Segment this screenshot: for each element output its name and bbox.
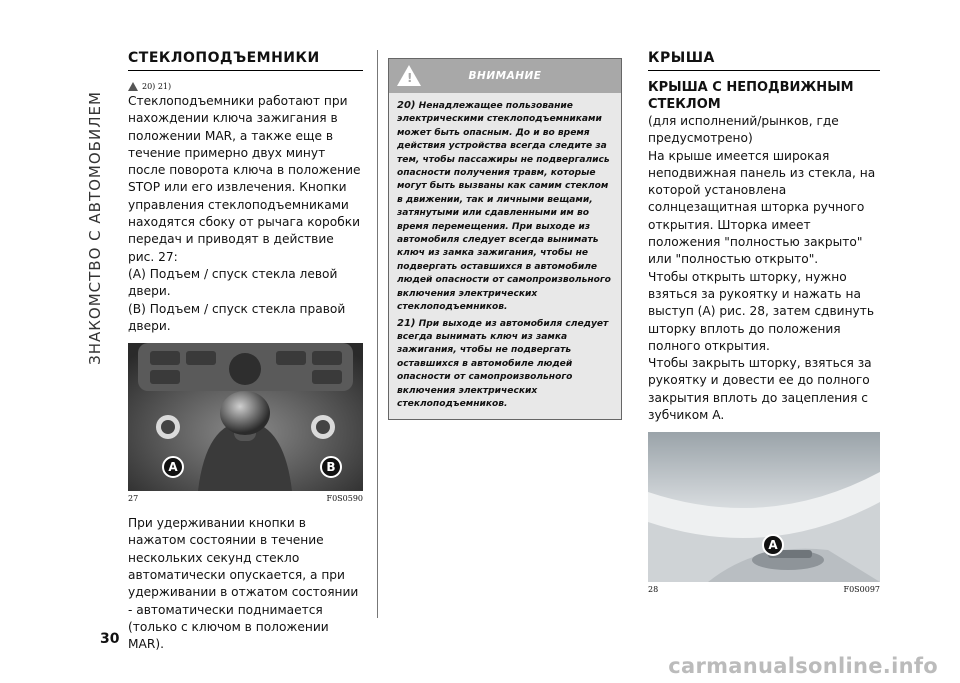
paragraph: На крыше имеется широкая неподвижная панель из стекла, на которой установлена солнцезащитная шторка ручного открытия. Шторка имеет положения "полностью закрыто" или "полностью открыто".: [648, 148, 876, 267]
warning-paragraph: При выходе из автомобиля следует всегда вынимать ключ из замка зажигания, чтобы не подвергать оставшихся в автомобиле людей опасности от самопроизвольного включения электрических стеклоподъемников.: [397, 318, 609, 409]
paragraph: (для исполнений/рынков, где предусмотрено): [648, 114, 839, 146]
section-title-power-windows: СТЕКЛОПОДЪЕМНИКИ: [128, 50, 363, 71]
paragraph: При удерживании кнопки в нажатом состоянии в течение нескольких секунд стекло автоматически опускается, а при удерживании в отжатом состоянии - автоматически поднимается (только с ключом в положении MAR).: [128, 516, 359, 652]
warning-box: [388, 58, 622, 420]
page-number: 30: [100, 631, 120, 647]
warning-text: [389, 93, 621, 419]
section-side-tab-label: ЗНАКОМСТВО С АВТОМОБИЛЕМ: [86, 91, 104, 365]
paragraph: Чтобы открыть шторку, нужно взяться за рукоятку и нажать на выступ (A) рис. 28, затем сдвинуть шторку вплоть до положения полного открытия.: [648, 269, 875, 353]
figure-27-window-buttons: [128, 343, 363, 491]
warning-triangle-icon: [397, 65, 421, 86]
label-a: A: [762, 534, 784, 556]
column-power-windows: [128, 50, 363, 654]
section-title-roof: КРЫША: [648, 50, 880, 71]
label-a: A: [162, 456, 184, 478]
section-side-tab: [84, 70, 106, 386]
figure-number: 28: [648, 585, 659, 595]
paragraph: Стеклоподъемники работают при нахождении ключа зажигания в положении MAR, а также еще в течение примерно двух минут после поворота ключа в положение STOP или его извлечения. Кнопки управления стеклоподъемниками находятся сбоку от рычага коробки передач и приводят в действие рис. 27:: [128, 94, 361, 264]
warning-number: 21): [397, 317, 416, 329]
column-divider: [377, 50, 378, 618]
list-item: (A) Подъем / спуск стекла левой двери.: [128, 266, 338, 299]
figure-number: 27: [128, 494, 139, 504]
warning-paragraph: Ненадлежащее пользование электрическими стеклоподъемниками может быть опасным. До и во время действия устройства всегда следите за тем, чтобы пассажиры не подвергались опасности получения травм, которые могут быть вызваны как самим стеклом в движении, так и личными вещами, затянутыми или сдавленными им во время перемещения. При выходе из автомобиля следует всегда вынимать ключ из замка зажигания, чтобы не подвергать оставшихся в автомобиле людей опасности от самопроизвольного включения электрических стеклоподъемников.: [397, 101, 611, 313]
warning-refs: [128, 79, 363, 93]
watermark: carmanualsonline.info: [668, 654, 938, 678]
warning-number: 20): [397, 100, 416, 111]
figure-caption: [648, 585, 880, 594]
warning-header: [389, 59, 621, 93]
warning-triangle-icon: [128, 82, 138, 91]
roof-photo: [648, 432, 880, 582]
paragraph: Чтобы закрыть шторку, взяться за рукоятку и довести ее до полного закрытия вплоть до зацепления с зубчиком A.: [648, 356, 872, 423]
figure-code: F0S0590: [326, 494, 363, 504]
figure-28-roof-shade: [648, 432, 880, 582]
label-b: B: [320, 456, 342, 478]
column-warning: [388, 58, 622, 420]
column-roof: [648, 50, 880, 594]
figure-caption: [128, 494, 363, 503]
figure-code: F0S0097: [843, 585, 880, 595]
warning-title: ВНИМАНИЕ: [468, 70, 542, 82]
warning-refs-text: 20) 21): [142, 81, 172, 91]
subsection-title: КРЫША С НЕПОДВИЖНЫМ СТЕКЛОМ: [648, 80, 854, 112]
list-item: (B) Подъем / спуск стекла правой двери.: [128, 301, 346, 333]
